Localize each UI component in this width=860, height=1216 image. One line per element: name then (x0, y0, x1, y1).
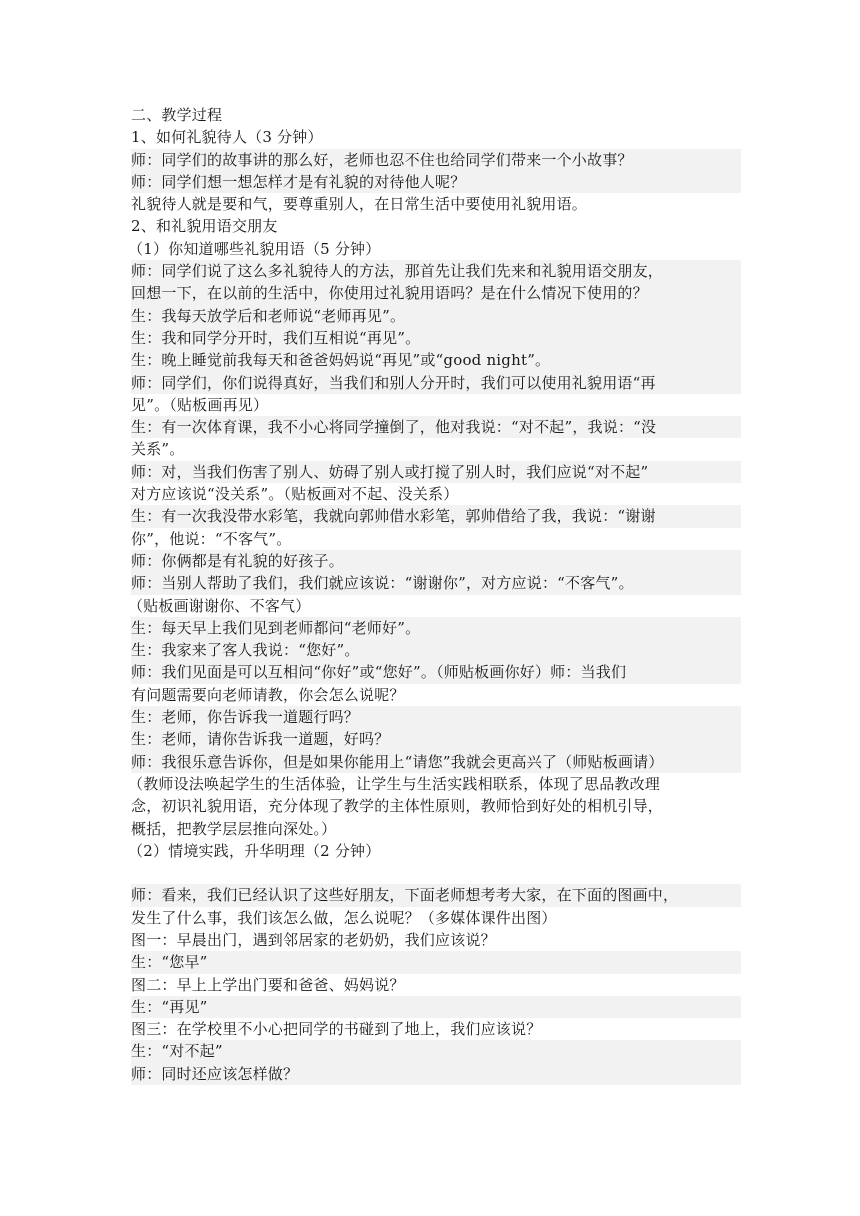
text-line: 师：同学们的故事讲的那么好，老师也忍不住也给同学们带来一个小故事？ (131, 149, 741, 171)
text-line: （教师设法唤起学生的生活体验，让学生与生活实践相联系，体现了思品教改理 (128, 774, 661, 793)
text-line: 师：你俩都是有礼貌的好孩子。 (131, 550, 741, 572)
text-line: 2、和礼貌用语交朋友 (131, 217, 278, 236)
text-line: 生：老师，你告诉我一道题行吗？ (131, 706, 741, 728)
text-line: 回想一下，在以前的生活中，你使用过礼貌用语吗？是在什么情况下使用的？ (131, 282, 741, 304)
text-line: 生：老师，请你告诉我一道题，好吗？ (131, 728, 741, 750)
document-body (128, 104, 741, 1085)
text-line: 图二：早上上学出门要和爸爸、妈妈说？ (131, 975, 405, 994)
text-line: 师：我们见面是可以互相问“你好”或“您好”。（师贴板画你好）师：当我们 (131, 661, 741, 683)
text-line: 师：同学们说了这么多礼貌待人的方法，那首先让我们先来和礼貌用语交朋友， (131, 260, 741, 282)
text-line: 生：我和同学分开时，我们互相说“再见”。 (131, 327, 741, 349)
text-line: 生：我每天放学后和老师说“老师再见”。 (131, 305, 741, 327)
text-line: 礼貌待人就是要和气，要尊重别人，在日常生活中要使用礼貌用语。 (131, 195, 588, 214)
text-line: 见”。（贴板画再见） (131, 395, 269, 414)
text-line: 生：每天早上我们见到老师都问“老师好”。 (131, 617, 741, 639)
text-line: （2）情境实践，升华明理（2 分钟） (128, 841, 381, 860)
text-line: 师：当别人帮助了我们，我们就应该说：“谢谢你”，对方应说：“不客气”。 (131, 572, 741, 594)
text-line: 师：同时还应该怎样做？ (131, 1063, 741, 1085)
text-line: 对方应该说“没关系”。（贴板画对不起、没关系） (131, 485, 459, 504)
text-line: 师：对，当我们伤害了别人、妨碍了别人或打搅了别人时，我们应说“对不起” (131, 461, 741, 483)
text-line: （1）你知道哪些礼貌用语（5 分钟） (128, 239, 381, 258)
text-line: 发生了什么事，我们该怎么做，怎么说呢？（多媒体课件出图） (131, 908, 557, 927)
text-line: 生：有一次体育课，我不小心将同学撞倒了，他对我说：“对不起”，我说：“没 (131, 416, 741, 438)
text-line: 师：同学们，你们说得真好，当我们和别人分开时，我们可以使用礼貌用语“再 (131, 372, 741, 394)
text-line: 概括，把教学层层推向深处。） (131, 819, 337, 838)
text-line: 关系”。 (131, 440, 185, 459)
text-line: 念，初识礼貌用语，充分体现了教学的主体性原则，教师恰到好处的相机引导， (131, 797, 664, 816)
text-line: 你”，他说：“不客气”。 (131, 529, 292, 548)
text-line: 生：“再见” (131, 996, 741, 1018)
text-line: 生：“对不起” (131, 1040, 741, 1062)
text-line: 图三：在学校里不小心把同学的书碰到了地上，我们应该说？ (131, 1020, 542, 1039)
text-line: 有问题需要向老师请教，你会怎么说呢？ (131, 685, 405, 704)
text-line: 二、教学过程 (131, 106, 223, 124)
text-line: 师：看来，我们已经认识了这些好朋友，下面老师想考考大家，在下面的图画中， (131, 884, 741, 906)
text-line: 师：我很乐意告诉你，但是如果你能用上“请您”我就会更高兴了（师贴板画请） (131, 751, 741, 773)
text-line: 生：我家来了客人我说：“您好”。 (131, 639, 741, 661)
text-line: （贴板画谢谢你、不客气） (128, 596, 311, 615)
text-line: 生：晚上睡觉前我每天和爸爸妈妈说“再见”或“good night”。 (131, 349, 741, 371)
text-line: 生：有一次我没带水彩笔，我就向郭帅借水彩笔，郭帅借给了我，我说：“谢谢 (131, 505, 741, 527)
text-line: 图一：早晨出门，遇到邻居家的老奶奶，我们应该说？ (131, 930, 496, 949)
text-line: 师：同学们想一想怎样才是有礼貌的对待他人呢？ (131, 171, 741, 193)
blank-line (131, 862, 741, 884)
text-line: 生：“您早” (131, 951, 741, 973)
text-line: 1、如何礼貌待人（3 分钟） (131, 128, 323, 147)
